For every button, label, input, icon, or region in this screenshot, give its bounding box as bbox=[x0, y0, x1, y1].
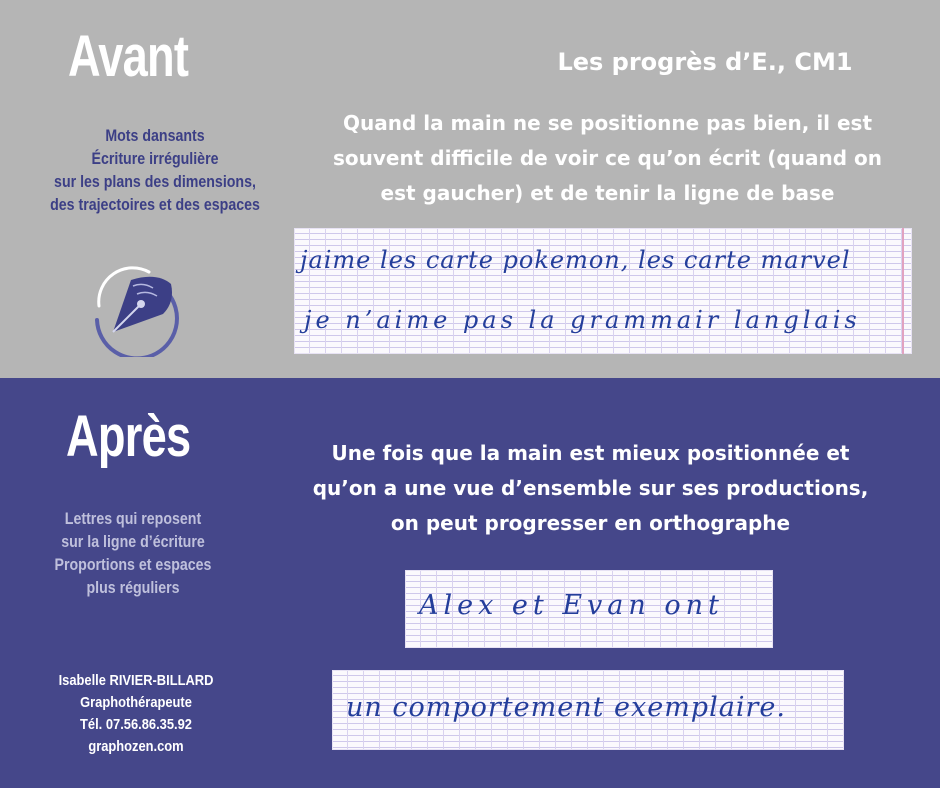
avant-heading: Quand la main ne se positionne pas bien, il est souvent difficile de voir ce qu’on écrit (quand on est gaucher) et de tenir la ligne de base bbox=[333, 111, 882, 205]
handwriting-line: je n’aime pas la grammair langlais bbox=[304, 306, 861, 334]
avant-label: Avant bbox=[68, 24, 189, 89]
fountain-pen-nib-icon bbox=[83, 262, 183, 357]
contact-block bbox=[7, 670, 265, 758]
avant-section bbox=[0, 0, 940, 378]
contact-phone: Tél. 07.56.86.35.92 bbox=[80, 716, 192, 733]
contact-role: Graphothérapeute bbox=[80, 694, 192, 711]
apres-label: Après bbox=[66, 404, 191, 469]
handwriting-line: jaime les carte pokemon, les carte marvel bbox=[300, 246, 851, 274]
apres-section bbox=[0, 378, 940, 788]
contact-website: graphozen.com bbox=[88, 738, 184, 755]
handwriting-line: Alex et Evan ont bbox=[419, 590, 724, 621]
avant-description: Mots dansants Écriture irrégulière sur les plans des dimensions, des trajectoires et des espaces bbox=[50, 127, 260, 214]
apres-handwriting-sample-2 bbox=[332, 670, 844, 750]
avant-title: Les progrès d’E., CM1 bbox=[557, 48, 853, 76]
apres-handwriting-sample-1 bbox=[405, 570, 773, 648]
avant-handwriting-sample bbox=[294, 228, 912, 354]
apres-description: Lettres qui reposent sur la ligne d’écriture Proportions et espaces plus réguliers bbox=[54, 510, 212, 597]
handwriting-line: un comportement exemplaire. bbox=[346, 692, 786, 723]
apres-heading: Une fois que la main est mieux positionnée et qu’on a une vue d’ensemble sur ses productions, on peut progresser en orthographe bbox=[312, 441, 869, 535]
contact-name: Isabelle RIVIER-BILLARD bbox=[58, 672, 214, 689]
